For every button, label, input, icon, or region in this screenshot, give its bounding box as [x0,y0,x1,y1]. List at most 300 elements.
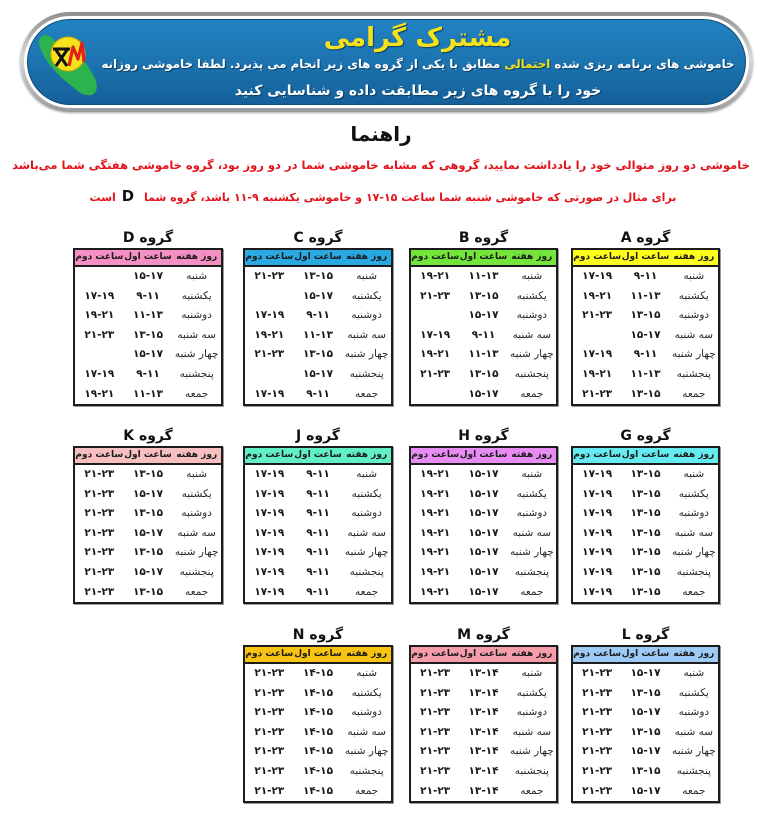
table-row [75,267,221,287]
day-name: شنبه [186,468,208,480]
first-slot: ۱۳-۱۵ [630,309,661,322]
second-slot: ۱۷-۱۹ [254,526,285,539]
table-row [573,742,718,762]
group-l-table [571,645,720,803]
example-group-letter: D [121,187,135,205]
first-slot: ۱۳-۱۵ [630,546,661,559]
table-row [411,287,556,307]
table-row [75,485,221,505]
day-name: یکشنبه [516,487,547,500]
group-m-table [409,645,558,803]
first-slot: ۱۱-۱۳ [132,387,163,400]
day-name: یکشنبه [351,487,382,500]
day-name: جمعه [682,387,706,400]
second-slot: ۱۷-۱۹ [420,328,451,341]
header-second-slot: ساعت دوم [75,450,124,460]
table-row [573,485,718,505]
table-row [245,563,391,583]
second-slot: ۱۹-۲۱ [420,565,451,578]
table-row [573,723,718,743]
table-row [573,543,718,563]
group-j-table [243,446,393,604]
table-row [411,524,556,544]
guide-line-1: خاموشی دو روز متوالی خود را یادداشت نمایید، گروهی که مشابه خاموشی شما در دو روز بود، گروه خاموشی هفتگی شما می‌باشد [12,158,750,172]
first-slot: ۱۵-۱۷ [132,348,163,361]
day-name: جمعه [520,387,544,400]
header-first-slot: ساعت اول [621,252,670,262]
second-slot: ۲۱-۲۳ [420,725,451,738]
group-n-title: گروه N [292,627,344,643]
header-day: روز هفته [673,450,715,460]
table-row [245,524,391,544]
first-slot: ۹-۱۱ [306,309,330,322]
group-k-table [73,446,223,604]
table-row [245,485,391,505]
header-day: روز هفته [346,649,388,659]
first-slot: ۱۴-۱۵ [302,725,333,738]
table-row [75,563,221,583]
group-a-table [571,248,720,406]
second-slot: ۲۱-۲۳ [254,348,285,361]
table-row [245,723,391,743]
day-name: جمعه [682,784,706,797]
group-m-title: گروه M [457,627,510,643]
header-first-slot: ساعت اول [294,649,342,659]
banner-title: مشترک گرامی [323,23,512,53]
group-k-title: گروه K [123,428,173,444]
group-b-block [409,228,558,406]
table-header-row [411,250,556,267]
second-slot: ۲۱-۲۳ [420,784,451,797]
day-name: شنبه [356,468,378,480]
first-slot: ۹-۱۱ [306,585,330,598]
table-header-row [245,250,391,267]
header-second-slot: ساعت دوم [75,252,124,262]
second-slot: ۱۷-۱۹ [582,487,613,500]
table-row [245,287,391,307]
day-name: سه شنبه [347,725,386,738]
group-a-title: گروه A [620,230,671,246]
table-row [573,465,718,485]
table-row [573,563,718,583]
header-second-slot: ساعت دوم [573,649,622,659]
day-name: پنجشنبه [179,565,214,578]
first-slot: ۱۳-۱۴ [468,686,499,699]
table-row [411,267,556,287]
first-slot: ۱۵-۱۷ [630,667,661,679]
first-slot: ۱۱-۱۳ [302,328,333,341]
first-slot: ۱۵-۱۷ [468,309,499,322]
first-slot: ۱۴-۱۵ [302,745,333,758]
second-slot: ۲۱-۲۳ [84,487,115,500]
table-row [573,684,718,704]
table-header-row [573,250,718,267]
table-row [75,365,221,385]
banner-highlight-word: احتمالی [504,57,551,71]
second-slot: ۱۷-۱۹ [582,565,613,578]
day-name: سه شنبه [347,526,386,539]
second-slot: ۲۱-۲۳ [84,526,115,539]
header-second-slot: ساعت دوم [573,450,622,460]
table-row [411,723,556,743]
table-row [75,287,221,307]
header-first-slot: ساعت اول [294,252,342,262]
table-row [573,504,718,524]
day-name: شنبه [521,667,543,679]
table-header-row [573,448,718,465]
group-n-table [243,645,393,803]
banner-line-1-start: خاموشی های برنامه ریزی شده [550,57,735,71]
table-row [245,306,391,326]
first-slot: ۱۳-۱۵ [132,468,163,480]
header-second-slot: ساعت دوم [245,649,294,659]
first-slot: ۱۳-۱۴ [468,706,499,719]
second-slot: ۱۷-۱۹ [254,309,285,322]
day-name: چهار شنبه [344,546,389,559]
table-header-row [75,448,221,465]
second-slot: ۲۱-۲۳ [420,764,451,777]
first-slot: ۱۵-۱۷ [468,526,499,539]
day-name: جمعه [682,585,706,598]
second-slot: ۱۹-۲۱ [420,468,451,480]
second-slot: ۱۹-۲۱ [420,585,451,598]
first-slot: ۱۵-۱۷ [302,367,333,380]
day-name: دوشنبه [351,507,382,520]
table-row [573,583,718,603]
first-slot: ۱۱-۱۳ [630,367,661,380]
table-row [245,267,391,287]
table-row [411,345,556,365]
second-slot: ۲۱-۲۳ [582,686,613,699]
second-slot: ۱۹-۲۱ [420,507,451,520]
group-h-title: گروه H [458,428,509,444]
day-name: سه شنبه [674,328,714,341]
day-name: سه شنبه [512,328,552,341]
day-name: یکشنبه [678,686,709,699]
second-slot: ۲۱-۲۳ [254,764,285,777]
first-slot: ۱۱-۱۳ [468,270,499,282]
first-slot: ۱۱-۱۳ [132,309,163,322]
day-name: پنجشنبه [179,367,214,380]
group-c-block [243,228,393,406]
table-row [75,385,221,405]
second-slot: ۲۱-۲۳ [84,546,115,559]
day-name: دوشنبه [351,309,382,322]
day-name: دوشنبه [678,309,710,322]
first-slot: ۱۳-۱۵ [302,348,333,361]
first-slot: ۱۳-۱۵ [630,468,661,480]
table-row [245,543,391,563]
first-slot: ۱۱-۱۳ [630,289,661,302]
header-second-slot: ساعت دوم [245,252,294,262]
day-name: چهار شنبه [509,745,554,758]
table-row [245,684,391,704]
group-h-table [409,446,558,604]
first-slot: ۱۳-۱۵ [132,546,163,559]
first-slot: ۱۳-۱۵ [630,764,661,777]
first-slot: ۱۳-۱۴ [468,745,499,758]
table-row [411,762,556,782]
second-slot: ۱۷-۱۹ [254,585,285,598]
first-slot: ۹-۱۱ [306,565,330,578]
first-slot: ۱۳-۱۵ [302,270,333,282]
group-c-title: گروه C [293,230,343,246]
day-name: جمعه [355,387,379,400]
second-slot: ۲۱-۲۳ [582,706,613,719]
table-row [411,583,556,603]
day-name: یکشنبه [516,686,547,699]
header-day: روز هفته [511,649,553,659]
table-row [411,664,556,684]
header-day: روز هفته [346,450,388,460]
second-slot: ۱۹-۲۱ [420,270,451,282]
header-second-slot: ساعت دوم [245,450,294,460]
header-first-slot: ساعت اول [124,252,172,262]
first-slot: ۱۴-۱۵ [302,784,333,797]
day-name: جمعه [355,784,379,797]
day-name: دوشنبه [181,507,212,520]
table-row [411,543,556,563]
second-slot: ۱۹-۲۱ [84,309,115,322]
day-name: پنجشنبه [676,764,711,777]
table-row [75,465,221,485]
second-slot: ۱۷-۱۹ [582,507,613,520]
day-name: دوشنبه [678,706,710,719]
second-slot: ۱۹-۲۱ [84,387,115,400]
table-row [573,267,718,287]
second-slot: ۲۱-۲۳ [420,289,451,302]
first-slot: ۱۵-۱۷ [468,585,499,598]
day-name: جمعه [185,585,209,598]
table-row [245,762,391,782]
table-row [75,583,221,603]
group-b-table [409,248,558,406]
table-row [573,365,718,385]
header-second-slot: ساعت دوم [573,252,622,262]
header-day: روز هفته [176,450,218,460]
day-name: پنجشنبه [514,764,549,777]
day-name: شنبه [683,270,705,282]
day-name: پنجشنبه [349,367,384,380]
table-row [573,326,718,346]
table-row [245,664,391,684]
table-header-row [411,448,556,465]
second-slot: ۱۷-۱۹ [254,546,285,559]
guide-line-2 [88,184,678,208]
group-g-title: گروه G [620,428,671,444]
group-b-title: گروه B [458,230,509,246]
first-slot: ۱۵-۱۷ [630,706,661,719]
header-second-slot: ساعت دوم [411,649,460,659]
day-name: سه شنبه [674,725,714,738]
header-first-slot: ساعت اول [294,450,342,460]
day-name: پنجشنبه [676,367,711,380]
first-slot: ۹-۱۱ [306,507,330,520]
first-slot: ۱۳-۱۵ [630,387,661,400]
second-slot: ۲۱-۲۳ [254,725,285,738]
second-slot: ۱۷-۱۹ [84,289,115,302]
company-logo-icon [34,28,104,102]
table-row [245,326,391,346]
first-slot: ۱۳-۱۵ [630,487,661,500]
first-slot: ۱۵-۱۷ [468,468,499,480]
day-name: پنجشنبه [514,367,549,380]
header-day: روز هفته [511,450,553,460]
second-slot [411,306,459,326]
day-name: یکشنبه [516,289,547,302]
group-l-title: گروه L [621,627,670,643]
table-header-row [245,647,391,664]
table-row [573,703,718,723]
table-row [573,664,718,684]
second-slot: ۲۱-۲۳ [254,784,285,797]
first-slot: ۹-۱۱ [633,348,658,361]
first-slot: ۱۵-۱۷ [132,270,163,282]
first-slot: ۱۵-۱۷ [630,745,661,758]
group-h-block [409,426,558,604]
group-m-block [409,625,558,803]
table-header-row [411,647,556,664]
table-row [411,306,556,326]
second-slot: ۲۱-۲۳ [582,309,613,322]
day-name: جمعه [185,387,209,400]
header-first-slot: ساعت اول [459,450,508,460]
second-slot: ۱۷-۱۹ [254,565,285,578]
first-slot: ۱۵-۱۷ [468,387,499,400]
group-k-block [73,426,223,604]
day-name: سه شنبه [674,526,714,539]
second-slot: ۲۱-۲۳ [420,667,451,679]
table-row [411,465,556,485]
second-slot: ۲۱-۲۳ [84,328,115,341]
group-n-block [243,625,393,803]
table-row [573,762,718,782]
second-slot: ۲۱-۲۳ [254,686,285,699]
day-name: دوشنبه [516,309,548,322]
first-slot: ۹-۱۱ [136,367,160,380]
second-slot: ۲۱-۲۳ [420,745,451,758]
group-g-block [571,426,720,604]
table-row [573,345,718,365]
second-slot: ۲۱-۲۳ [582,667,613,679]
guide-title: راهنما [350,122,412,146]
table-row [573,306,718,326]
second-slot: ۱۷-۱۹ [582,348,613,361]
table-row [245,703,391,723]
day-name: پنجشنبه [676,565,711,578]
header-second-slot: ساعت دوم [411,450,460,460]
header-first-slot: ساعت اول [459,252,508,262]
first-slot: ۱۳-۱۵ [630,565,661,578]
first-slot: ۱۳-۱۵ [630,507,661,520]
first-slot: ۱۳-۱۴ [468,725,499,738]
day-name: دوشنبه [516,507,548,520]
day-name: چهار شنبه [671,745,716,758]
table-row [411,703,556,723]
first-slot: ۹-۱۱ [306,468,330,480]
first-slot: ۱۵-۱۷ [468,565,499,578]
second-slot [245,287,294,307]
first-slot: ۱۳-۱۴ [468,784,499,797]
table-row [411,385,556,405]
first-slot: ۱۳-۱۵ [132,507,163,520]
second-slot: ۱۷-۱۹ [84,367,115,380]
first-slot: ۹-۱۱ [306,526,330,539]
header-first-slot: ساعت اول [621,450,670,460]
day-name: شنبه [186,270,208,282]
day-name: شنبه [356,667,378,679]
day-name: سه شنبه [512,725,552,738]
table-row [245,385,391,405]
table-row [411,326,556,346]
banner-line-2: خود را با گروه های زیر مطابقت داده و شناسایی کنید [234,83,602,99]
header-first-slot: ساعت اول [124,450,172,460]
table-row [245,504,391,524]
second-slot: ۲۱-۲۳ [254,745,285,758]
day-name: دوشنبه [181,309,212,322]
day-name: چهار شنبه [344,745,389,758]
group-j-title: گروه J [296,428,340,444]
second-slot: ۲۱-۲۳ [582,387,613,400]
table-row [245,742,391,762]
day-name: جمعه [355,585,379,598]
day-name: چهار شنبه [509,546,554,559]
table-row [245,345,391,365]
second-slot: ۱۹-۲۱ [582,289,613,302]
second-slot: ۱۷-۱۹ [254,387,285,400]
table-row [245,365,391,385]
day-name: چهار شنبه [174,348,219,361]
header-day: روز هفته [346,252,388,262]
second-slot: ۲۱-۲۳ [84,507,115,520]
table-row [573,524,718,544]
day-name: دوشنبه [516,706,548,719]
first-slot: ۱۳-۱۵ [132,328,163,341]
day-name: پنجشنبه [349,565,384,578]
second-slot: ۲۱-۲۳ [420,706,451,719]
day-name: سه شنبه [347,328,386,341]
table-header-row [245,448,391,465]
table-row [411,485,556,505]
second-slot [75,345,124,365]
day-name: یکشنبه [181,487,212,500]
first-slot: ۱۵-۱۷ [630,328,661,341]
day-name: شنبه [683,468,705,480]
second-slot: ۱۹-۲۱ [420,546,451,559]
header-first-slot: ساعت اول [459,649,508,659]
first-slot: ۱۳-۱۵ [132,585,163,598]
second-slot: ۱۷-۱۹ [582,546,613,559]
day-name: دوشنبه [351,706,382,719]
table-row [75,326,221,346]
header-day: روز هفته [176,252,218,262]
first-slot: ۱۴-۱۵ [302,706,333,719]
header-day: روز هفته [673,649,715,659]
second-slot [573,326,621,346]
second-slot: ۲۱-۲۳ [420,686,451,699]
first-slot: ۱۳-۱۵ [630,526,661,539]
second-slot: ۱۹-۲۱ [420,348,451,361]
day-name: چهار شنبه [344,348,389,361]
first-slot: ۱۳-۱۵ [630,585,661,598]
day-name: چهار شنبه [671,348,716,361]
group-a-block [571,228,720,406]
table-row [411,563,556,583]
table-row [411,365,556,385]
day-name: شنبه [521,270,543,282]
table-row [411,504,556,524]
second-slot: ۲۱-۲۳ [84,565,115,578]
